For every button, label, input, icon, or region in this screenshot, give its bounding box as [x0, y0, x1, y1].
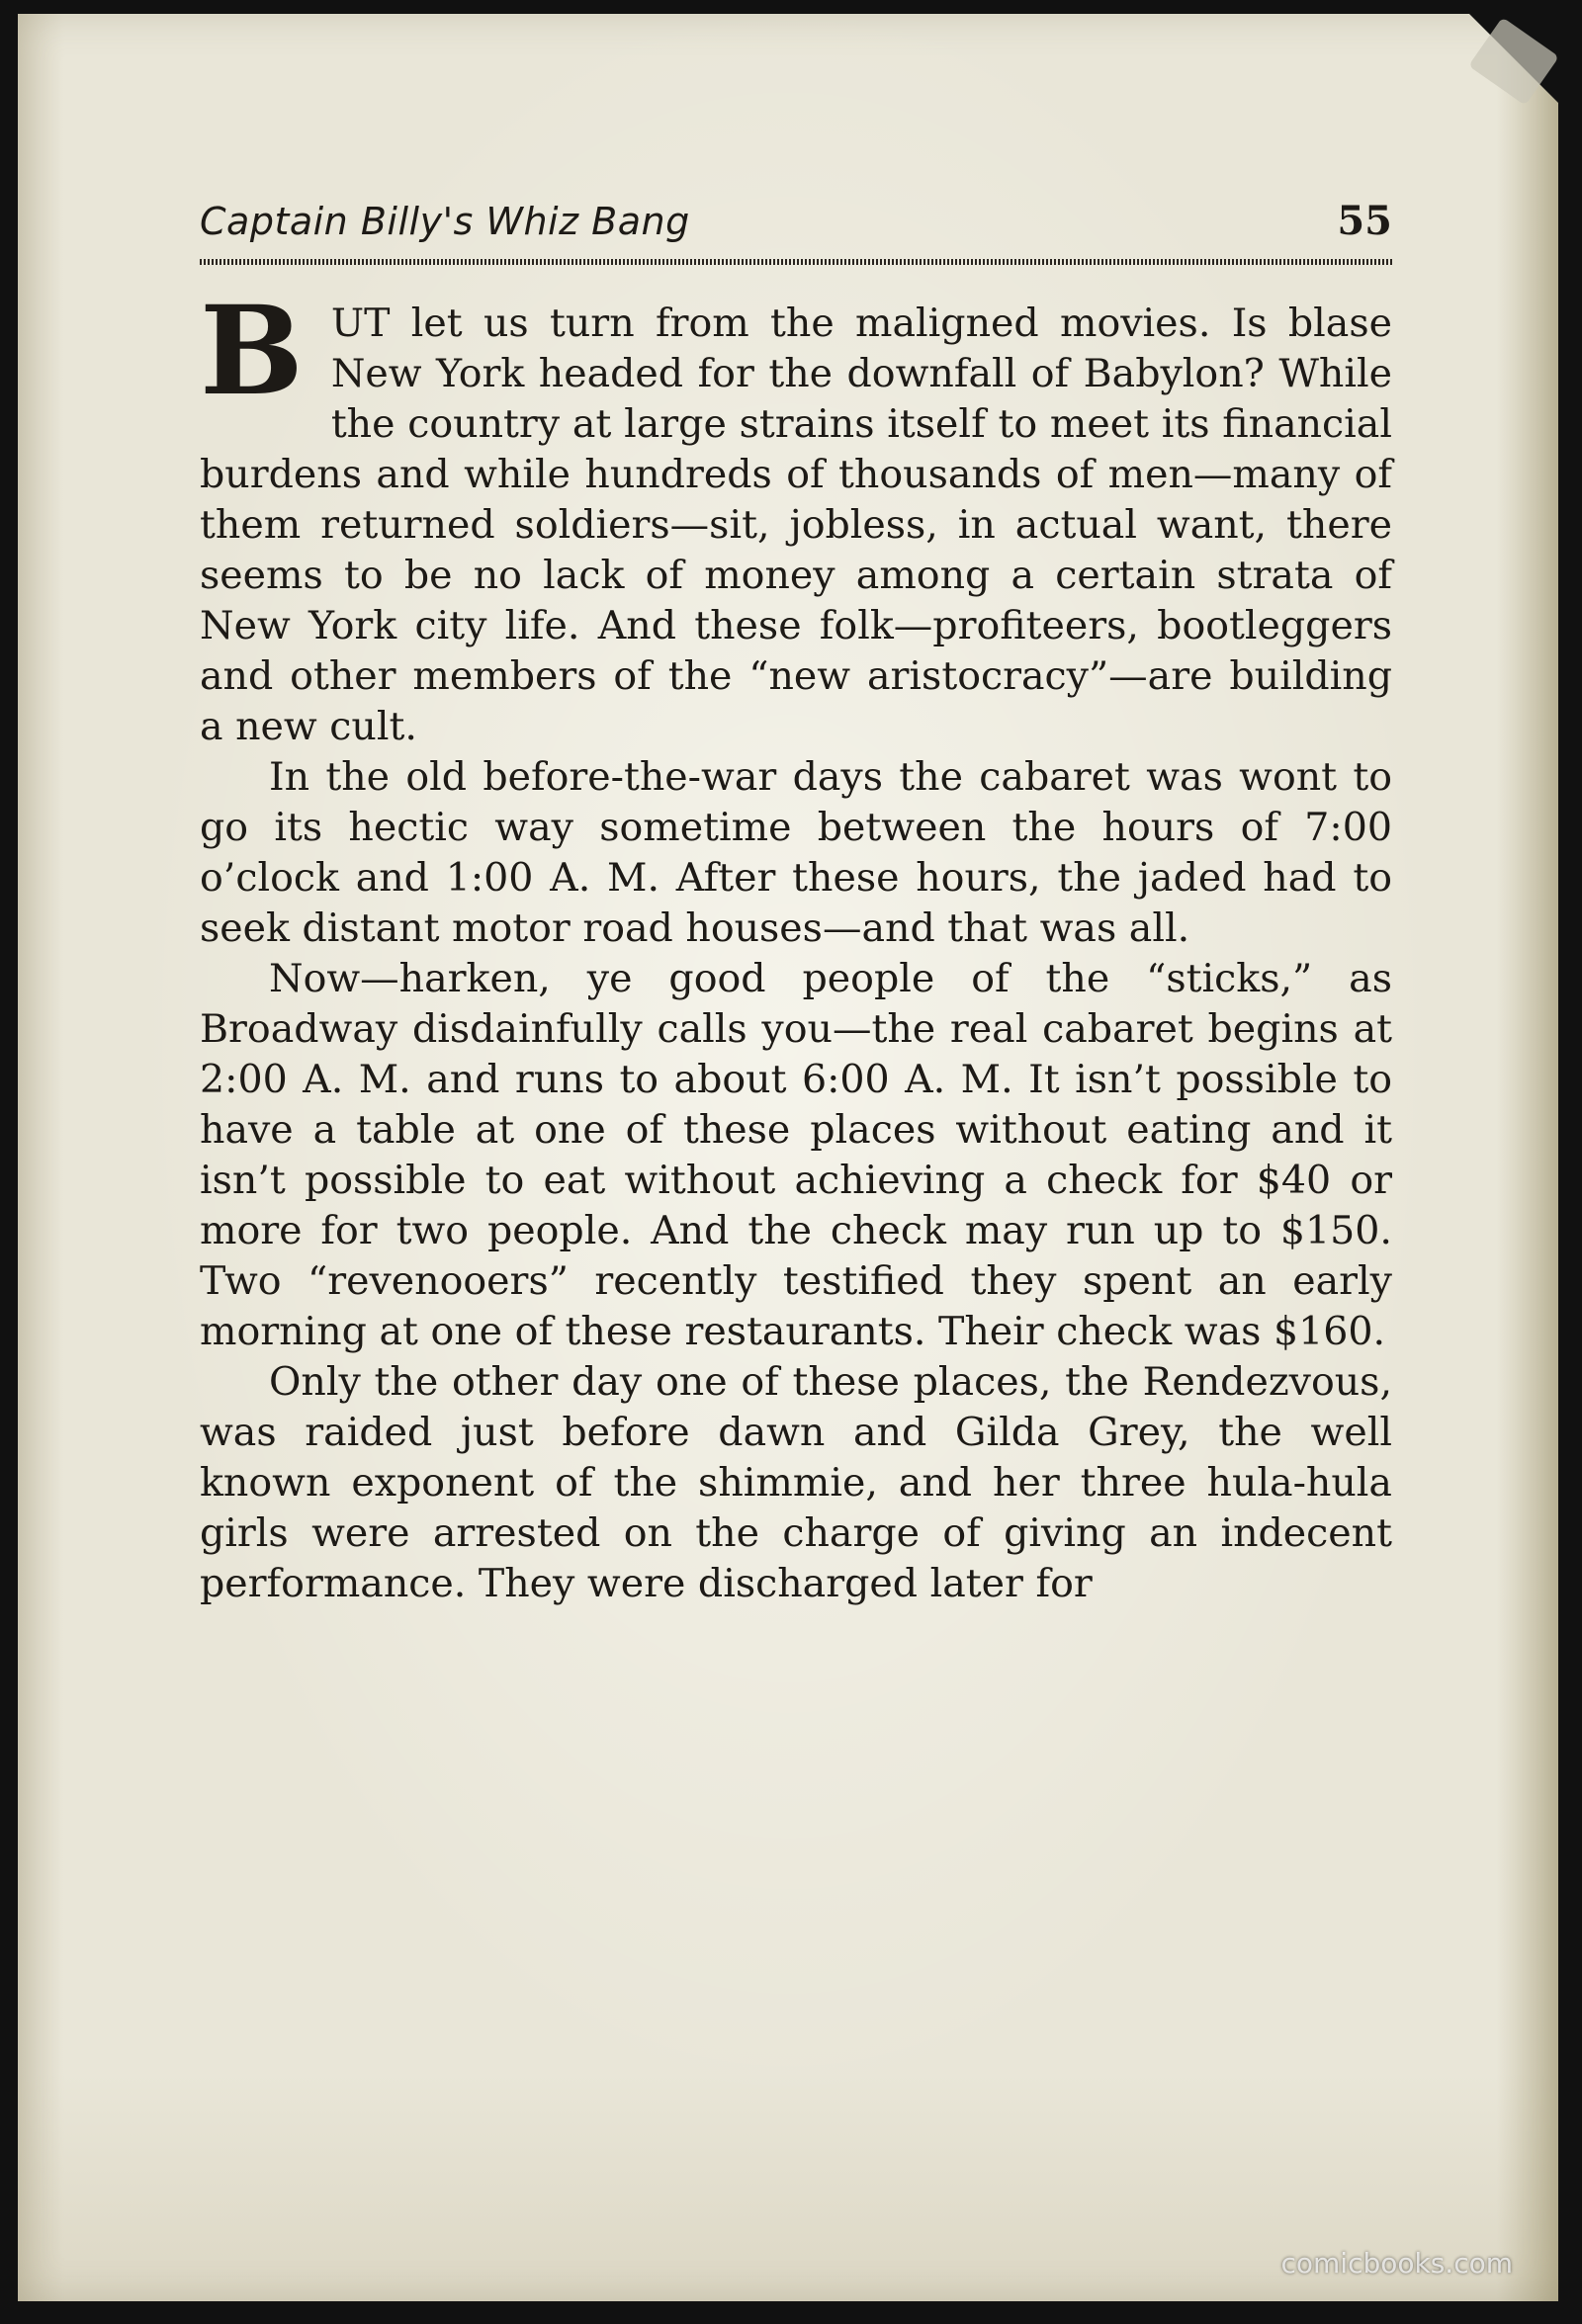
paragraph-3: Now—harken, ye good people of the “sticks,” as Broadway disdainfully calls you—the real cabaret begins at 2:00 A. M. and runs to about 6:00 A. M. It isn’t possible to have a table at one of these places without eating and it isn’t possible to eat without achieving a check for $40 or more for two people. And the check may run up to $150. Two “revenooers” recently testified they spent an early morning at one of these restaurants. Their check was $160. — [200, 956, 1392, 1354]
running-title: Captain Billy's Whiz Bang — [200, 200, 690, 243]
paragraph-4: Only the other day one of these places, the Rendezvous, was raided just before dawn and Gilda Grey, the well known exponent of the shimmie, and her three hula-hula girls were arrested on the charge of giving an indecent performance. They were discharged later for — [200, 1359, 1392, 1606]
paragraph-2: In the old before-the-war days the cabaret was wont to go its hectic way sometime between the hours of 7:00 o’clock and 1:00 A. M. After these hours, the jaded had to seek distant motor road houses—and that was all. — [200, 754, 1392, 951]
page-header — [200, 200, 1392, 259]
paragraph-1 — [200, 280, 1392, 752]
article-body — [200, 280, 1392, 1609]
paragraph-1-text: UT let us turn from the maligned movies. Is blase New York headed for the downfall of Babylon? While the country at large strains itself to meet its financial burdens and while hundreds of thousands of men—many of them returned soldiers—sit, jobless, in actual want, there seems to be no lack of money among a certain strata of New York city life. And these folk—profiteers, bootleggers and other members of the “new aristocracy”—are building a new cult. — [200, 301, 1392, 749]
drop-cap: B — [200, 280, 304, 423]
header-rule — [200, 259, 1392, 265]
watermark: comicbooks.com — [1280, 2247, 1513, 2280]
page-number: 55 — [1337, 198, 1392, 244]
book-page — [18, 14, 1558, 2301]
